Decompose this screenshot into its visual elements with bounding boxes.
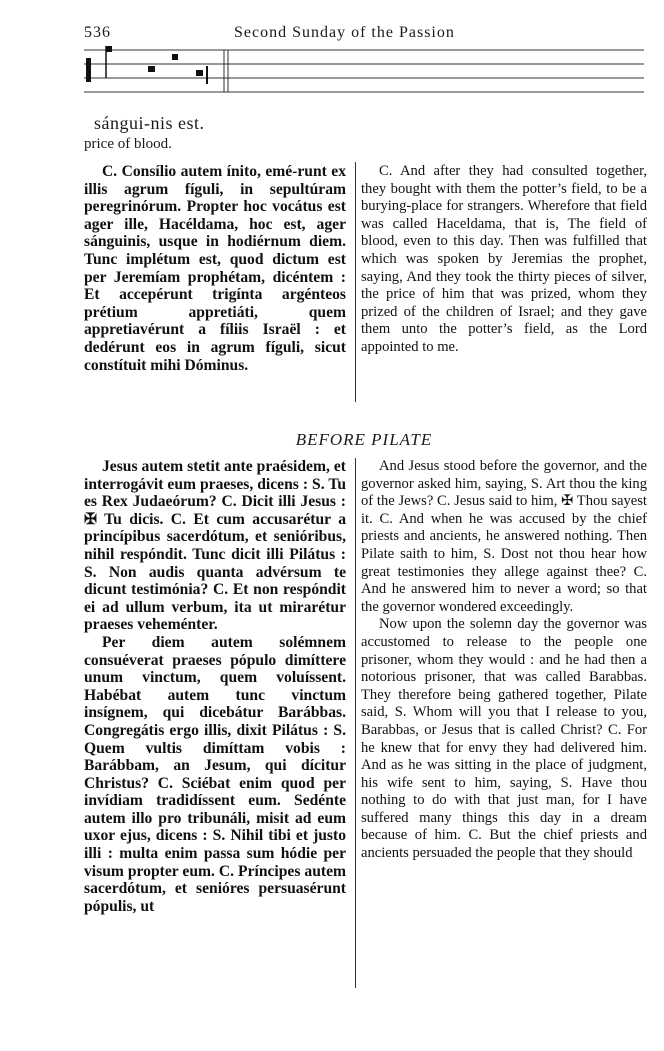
column-divider [355,162,356,402]
page-header [84,24,644,44]
chant-latin-text: sángui-nis est. [94,113,205,133]
latin-column-2 [84,458,346,915]
latin-paragraph: C. Consílio autem ínito, emé-runt ex illis agrum fíguli, in sepultúram peregrinórum. Propter hoc vocátus est ager ille, Hacéldama, hoc est, ager sánguinis, usque in hodiérnum diem. Tunc implétum est, quod dictum est per Jeremíam prophétam, dicéntem : Et accepérunt trigínta argénteos prétium appretiáti, quem appretiavérunt a fíliis Israël : et dedérunt eos in agrum fíguli, sicut constítuit mihi Dóminus. [84,163,346,374]
latin-column-1 [84,163,346,374]
running-title: Second Sunday of the Passion [234,24,455,41]
page-number: 536 [84,24,111,41]
chant-english-text: price of blood. [84,136,172,152]
latin-paragraph: Jesus autem stetit ante praésidem, et interrogávit eum praeses, dicens : S. Tu es Rex Judaeórum? C. Dicit illi Jesus : ✠ Tu dicis. C. Et cum accusarétur a princípibus sacerdótum, et senióribus, nihil respóndit. Tunc dicit illi Pilátus : S. Non audis quanta advérsum te dicunt testimónia? C. Et non respóndit ei ad ullum verbum, ita ut mirarétur praeses veheménter. [84,458,346,634]
column-divider [355,458,356,988]
chant-staff [84,44,644,106]
latin-paragraph: Per diem autem solémnem consuéverat praeses pópulo dimíttere unum vinctum, quem voluíssent. Habébat autem tunc vinctum insígnem, qui dicebátur Barábbas. Congregátis ergo illis, dixit Pilátus : S. Quem vultis dimíttam vobis : Barábbam, an Jesum, qui dícitur Christus? C. Sciébat enim quod per invídiam tradidíssent eum. Sedénte autem illo pro tribunáli, misit ad eum uxor ejus, dicens : S. Nihil tibi et justo illi : multa enim passa sum hódie per visum propter eum. C. Príncipes autem sacerdótum, et senióres persuasérunt pópulis, ut [84,633,346,915]
english-column-2 [361,458,647,863]
english-paragraph: C. And after they had consulted together, they bought with them the potter’s field, to be a burying-place for strangers. Wherefore that field was called Haceldama, that is, The field of blood, even to this day. Then was fulfilled that which was spoken by Jeremias the prophet, saying, And they took the thirty pieces of silver, the price of him that was prized, whom they prized of the children of Israel; and they gave them unto the potter’s field, as the Lord appointed to me. [361,163,647,355]
english-paragraph: And Jesus stood before the governor, and the governor asked him, saying, S. Art thou the king of the Jews? C. Jesus said to him, ✠ Thou sayest it. C. And when he was accused by the chief priests and ancients, he answered nothing. Then Pilate saith to him, S. Dost not thou hear how great testimonies they allege against thee? C. And he answered him to never a word; so that the governor wondered exceedingly. [361,458,647,615]
section-heading: BEFORE PILATE [295,430,433,449]
english-column-1 [361,163,647,357]
english-paragraph: Now upon the solemn day the governor was accustomed to release to the people one prisoner, whom they would : and he had then a notorious prisoner, that was called Barabbas. They therefore being gathered together, Pilate said, S. Whom will you that I release to you, Barabbas, or Jesus that is called Christ? C. For he knew that for envy they had delivered him. And as he was sitting in the place of judgment, his wife sent to him, saying, S. Have thou nothing to do with that just man, for I have suffered many things this day in a dream because of him. C. But the chief priests and ancients persuaded the people that they should [361,616,647,862]
